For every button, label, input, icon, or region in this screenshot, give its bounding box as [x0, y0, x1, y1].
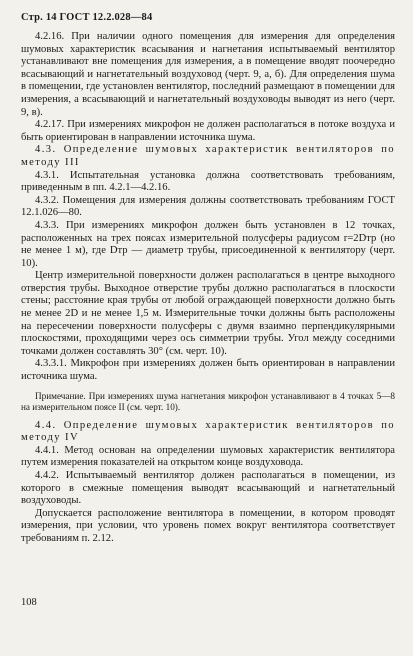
page-header: Стр. 14 ГОСТ 12.2.028—84	[21, 12, 153, 23]
section-heading-4-4: 4.4. Определение шумовых характеристик вентиляторов по методу IV	[21, 419, 395, 444]
paragraph-center: Центр измерительной поверхности должен располагаться в центре выходного отверстия трубы. Выходное отверстие трубы должно располагаться в плоскости стены; расстояние края трубы от любой ограждающей поверхности должно быть не менее 2D и не менее 1,5 м. Измерительные точки должны быть расположены на пересечении поверхности полусферы с двумя взаимно перпендикулярными плоскостями, проходящими через ось симметрии трубы. Угол между соседними точками должен составлять 30° (см. черт. 10).	[21, 270, 395, 357]
page-number: 108	[21, 597, 37, 608]
paragraph-4-3-2: 4.3.2. Помещения для измерения должны соответствовать требованиям ГОСТ 12.1.026—80.	[21, 194, 395, 219]
paragraph-4-2-16: 4.2.16. При наличии одного помещения для измерения для определения шумовых характеристик всасывания и нагнетания испытываемый вентилятор устанавливают вне помещения для измерения, а в помещение вводят поочередно всасывающий и нагнетательный воздуховод (черт. 9, а, б). Для определения шума в помещении, где установлен вентилятор, последний размещают в помещении для измерения, а всасывающий и нагнетательный воздуховоды выводят из него (черт. 9, в).	[21, 31, 395, 118]
paragraph-4-2-17: 4.2.17. При измерениях микрофон не должен располагаться в потоке воздуха и быть ориентирован в направлении источника шума.	[21, 119, 395, 143]
note: Примечание. При измерениях шума нагнетания микрофон устанавливают в 4 точках 5—8 на измерительном поясе II (см. черт. 10).	[21, 390, 395, 412]
document-body	[21, 31, 395, 546]
paragraph-4-4-1: 4.4.1. Метод основан на определении шумовых характеристик вентилятора путем измерения показателей на открытом конце воздуховода.	[21, 444, 395, 469]
paragraph-4-4-2: 4.4.2. Испытываемый вентилятор должен располагаться в помещении, из которого в смежные помещения выводят всасывающий и нагнетательный воздуховоды.	[21, 470, 395, 507]
paragraph-allowed: Допускается расположение вентилятора в помещении, в котором проводят измерения, при условии, что уровень помех вокруг вентилятора соответствует требованиям п. 2.12.	[21, 507, 395, 544]
paragraph-4-3-3-1: 4.3.3.1. Микрофон при измерениях должен быть ориентирован в направлении источника шума.	[21, 358, 395, 383]
section-heading-4-3: 4.3. Определение шумовых характеристик вентиляторов по методу III	[21, 144, 395, 168]
paragraph-4-3-1: 4.3.1. Испытательная установка должна соответствовать требованиям, приведенным в пп. 4.2.1—4.2.16.	[21, 169, 395, 194]
paragraph-4-3-3: 4.3.3. При измерениях микрофон должен быть установлен в 12 точках, расположенных на трех поясах измерительной полусферы радиусом r=2Dтр (но не менее 1 м), где Dтр — диаметр трубы, присоединенной к вентилятору (черт. 10).	[21, 219, 395, 269]
